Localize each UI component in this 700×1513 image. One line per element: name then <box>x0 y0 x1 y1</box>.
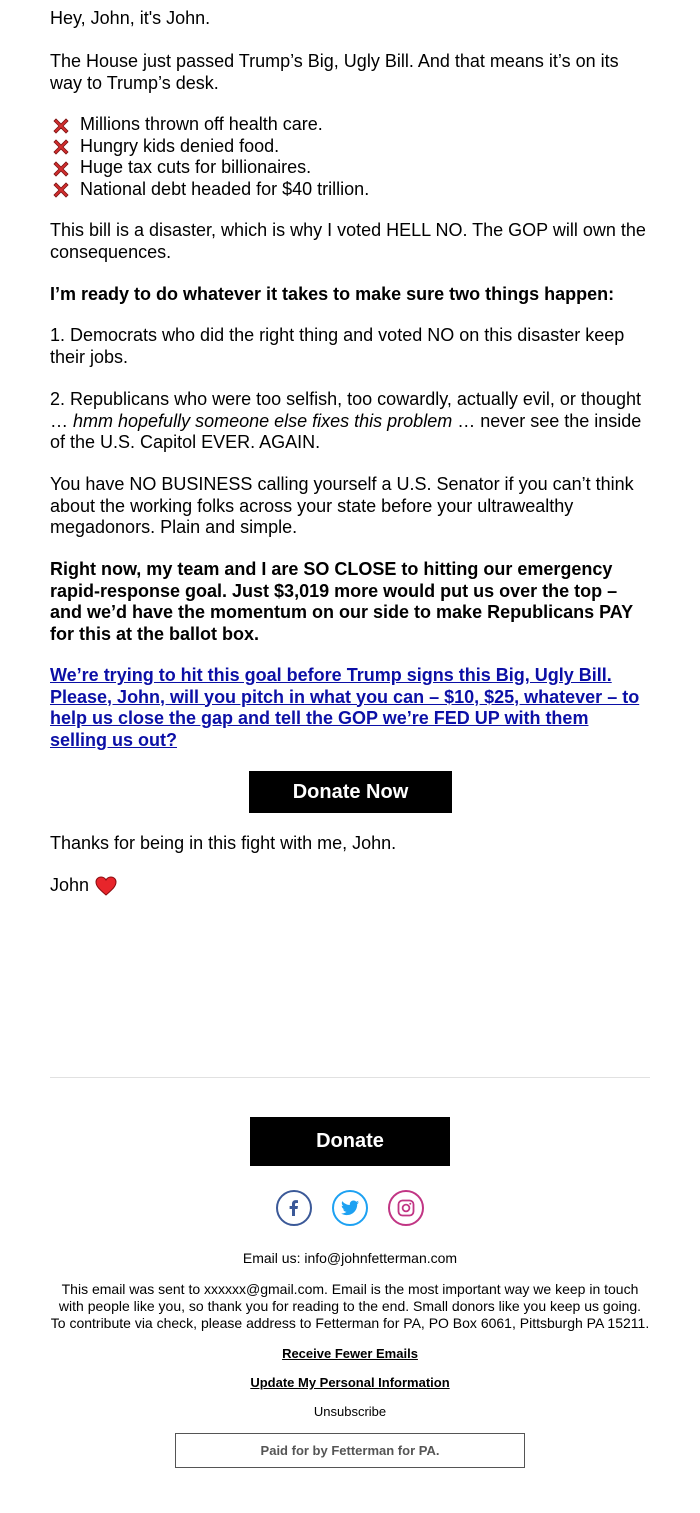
point-two-italic: hmm hopefully someone else fixes this problem <box>73 410 453 431</box>
sent-notice-line: This email was sent to xxxxxx@gmail.com. Email is the most important way we keep in touch <box>61 1281 639 1297</box>
divider <box>50 1077 650 1078</box>
paid-for-disclaimer: Paid for by Fetterman for PA. <box>175 1433 525 1468</box>
update-info-row <box>0 1374 700 1391</box>
bullet-text: Huge tax cuts for billionaires. <box>80 157 312 177</box>
ask-paragraph <box>50 665 650 751</box>
greeting: Hey, John, it's John. <box>50 8 211 28</box>
signoff <box>50 875 650 897</box>
disaster-paragraph: This bill is a disaster, which is why I voted HELL NO. The GOP will own the consequences. <box>50 220 646 262</box>
donate-ask-link[interactable]: We’re trying to hit this goal before Trump signs this Big, Ugly Bill. Please, John, will you pitch in what you can – $10, $25, whatever – to help us close the gap and tell the GOP we’re FED UP with them selling us out? <box>50 665 640 750</box>
email-us: Email us: info@johnfetterman.com <box>242 1250 458 1266</box>
bullet-list <box>50 114 650 200</box>
point-two-start: 2. Republicans who were too selfish, too cowardly, actually evil, or thought … <box>50 389 641 431</box>
intro-paragraph: The House just passed Trump’s Big, Ugly Bill. And that means it’s on its way to Trump’s desk. <box>50 51 619 93</box>
twitter-icon <box>340 1199 360 1217</box>
list-item <box>50 179 650 201</box>
point-two-end: … never see the inside of the U.S. Capitol EVER. AGAIN. <box>50 410 642 452</box>
red-x-icon <box>50 180 72 198</box>
red-x-icon <box>50 137 72 155</box>
list-item <box>50 136 650 158</box>
thanks-paragraph: Thanks for being in this fight with me, John. <box>50 833 397 853</box>
goal-paragraph: Right now, my team and I are SO CLOSE to hitting our emergency rapid-response goal. Just $3,019 more would put us over the top – and we’d have the momentum on our side to make Republicans PAY for this at the ballot box. <box>50 559 633 644</box>
twitter-link[interactable] <box>332 1190 368 1226</box>
unsubscribe-link[interactable]: Unsubscribe <box>313 1404 387 1419</box>
list-item <box>50 157 650 179</box>
bullet-text: Millions thrown off health care. <box>80 114 323 134</box>
business-paragraph: You have NO BUSINESS calling yourself a U.S. Senator if you can’t think about the working folks across your state before your ultrawealthy megadonors. Plain and simple. <box>50 474 634 537</box>
list-item <box>50 114 650 136</box>
red-heart-icon <box>95 876 117 896</box>
receive-fewer-emails-link[interactable]: Receive Fewer Emails <box>282 1346 418 1361</box>
point-two <box>50 389 650 454</box>
unsubscribe-row <box>0 1403 700 1420</box>
bullet-text: Hungry kids denied food. <box>80 135 280 156</box>
red-x-icon <box>50 159 72 177</box>
update-personal-info-link[interactable]: Update My Personal Information <box>250 1375 450 1390</box>
facebook-icon <box>285 1199 303 1217</box>
ready-paragraph: I’m ready to do whatever it takes to make sure two things happen: <box>50 284 615 304</box>
sent-notice <box>0 1281 700 1332</box>
point-one: 1. Democrats who did the right thing and voted NO on this disaster keep their jobs. <box>50 325 625 367</box>
instagram-link[interactable] <box>388 1190 424 1226</box>
bullet-text: National debt headed for $40 trillion. <box>80 178 370 199</box>
signoff-name: John <box>50 875 90 895</box>
donate-button[interactable]: Donate <box>250 1117 450 1166</box>
red-x-icon <box>50 116 72 134</box>
instagram-icon <box>397 1199 415 1217</box>
sent-notice-line: To contribute via check, please address to Fetterman for PA, PO Box 6061, Pittsburgh PA 15211. <box>50 1315 650 1331</box>
facebook-link[interactable] <box>276 1190 312 1226</box>
sent-notice-line: with people like you, so thank you for reading to the end. Small donors like you keep us going. <box>58 1298 642 1314</box>
fewer-emails-row <box>0 1345 700 1362</box>
donate-now-button[interactable]: Donate Now <box>249 771 452 813</box>
